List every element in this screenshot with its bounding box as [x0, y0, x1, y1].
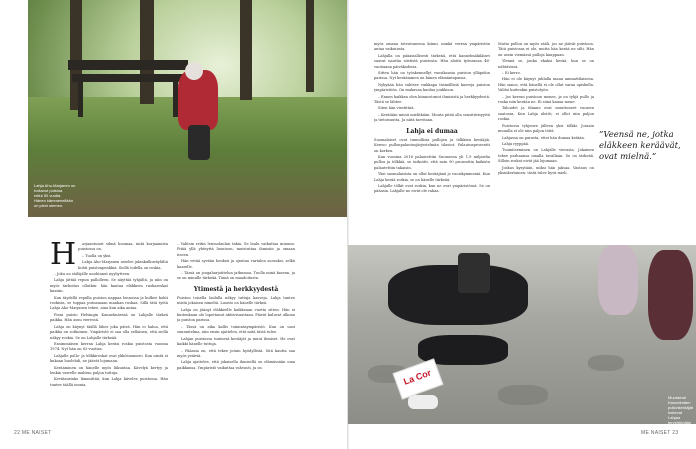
paragraph: Kerääminen on hänelle myös liikuntaa. Kävelyä kertyy ja lenkin varrelle mahtuu paljon tuttuja. — [50, 365, 168, 375]
paragraph: Ylennä se, jonka ekaksi kerää, kun se on nähtävissä. — [498, 59, 594, 69]
paragraph: Taloudet ja tilanne ovat muuttuneet vuosien saatossa. Kun Lahja aloitti, ei ollut niin paljon roskia. — [498, 106, 594, 122]
shopping-bag — [393, 358, 444, 399]
right-column-2 — [498, 42, 594, 237]
woman-head — [185, 62, 203, 80]
paragraph: Lahja on jäänyt eläkkeelle kaikkeaan vuotta sitten. Hän ei kuitenkaan ole lopettanut aktiivisuuttaan. Päivät kuluvat ulkona ja puiston parissa. — [177, 307, 295, 323]
paragraph: Joskus kysytään, miksi hän jaksaa. Vastaus on yksinkertainen: tästä tulee hyvä mieli. — [498, 165, 594, 175]
paragraph: Puistossa tyhjenee jälleen yksi tölkki. Jossain muualla ei ole niin paljon töitä. — [498, 123, 594, 134]
right-column-1 — [374, 42, 490, 237]
paragraph: Puiston toisella laidalla näkyy tuttuja kasveja. Lahja tuntee niistä jokaisen nimeltä. Luonto on hänelle tärkeä. — [177, 295, 295, 306]
paragraph: Siten hän viestittää. — [378, 106, 415, 111]
paragraph: – Jos kerran puistoon menee, ja on tyhjä pullo ja roska niin kerään ne. Ei siinä kauaa mene. — [498, 94, 594, 105]
standing-person — [648, 250, 693, 340]
paragraph: – Valitsin reitin lenssolaulan takia. Se laulu vaikuttaa minuun. Pitää yllä yhteyttä luontoon, muistuttaa ihmisiin ja omaan itseen. — [177, 242, 295, 257]
paragraph: Kun vuosina 2016 palautettiin Suomessa yli 1,9 miljardia pulloa ja tölkkiä, se tarkoitti, että noin 90 prosenttia kaikista palautettiin takaisin. — [374, 154, 490, 170]
tree-trunk — [140, 0, 154, 104]
paragraph: Lahja ajattelee, että jokaisella ihmisellä on elämässään oma paikkansa. Ympäristö vaikuttaa vahvasti, ja on — [177, 360, 295, 370]
pull-quote: ”Veensä ne, jotka eläkkeen keräävät, ovat mielnä.” — [599, 130, 681, 162]
paragraph: Lahjalle pullo- ja tölkkiroskat ovat ykkösnumero. Kun niistä ei kukaan huolehdi, ne jäävät lojumaan. — [50, 353, 168, 364]
paragraph: – Tässä on joogaharjoittelun jatkumoa. Tuolla minä kasvan, ja se on minulle tärkeää. Tämä on maadoitusta. — [177, 271, 295, 281]
paragraph: Hän ei ole käynyt juhlalla maan ammattilaisena. Hän sanoo, että hänellä ei ole ollut varaa opiskella. Valitsi kuitenkin puistotyön. — [498, 77, 594, 93]
paragraph: Sitten hän on työskennellyt vuosikausia puiston ylläpidon parissa. Nyt kerääminen on hänen elämäntapansa. — [374, 71, 490, 81]
photo-caption — [34, 183, 94, 208]
right-page — [348, 0, 696, 449]
cobblestone — [588, 355, 624, 371]
caption-line: on pieni siemen. — [34, 203, 64, 208]
caption-line: Muutamat Kannelmäen — [668, 395, 691, 405]
paragraph: Kun täydellä repulla puiston nappaa lennossa ja kulkee kohti roskista, se tuppaa putoamaan maahan roskaa. Sillä tätä työtä Lahja Aho-Marjanen tekee, aina kun aika antaa. — [50, 295, 168, 311]
paragraph: Lahjan puistossa tuntuvat kerääjät ja muut ihmiset. He ovat kaikki hänelle tuttuja. — [177, 336, 295, 347]
paragraph: Ensimmäisen kerran Lahja keräsi roskia puistosta vuonna 1974. Nyt hän on 82-vuotias. — [50, 341, 168, 352]
drop-cap: H — [50, 242, 77, 272]
paragraph: – Ennen kaikkea olen kiinnostunut ihmisistä ja herkkyydestä. Tästä se lähtee. — [374, 94, 490, 105]
paragraph: Mutta pullon on myös sääli, jos ne jäävät puistoon. Tätä puistossa ei ole, mutta hän kerää ne silti. Hän on usein viemässä pulloja kauppaan. — [498, 42, 594, 57]
park-bench — [72, 74, 184, 82]
woman-legs — [188, 125, 210, 160]
paragraph: Lahjalle tölkit ovat roskia, kun ne ovat ympäristössä. Se on pääasia. Lahjalle ne eivät ole rahaa. — [374, 183, 490, 194]
tree-trunk — [306, 0, 314, 92]
section-heading: Ytimestä ja herkkyydestä — [193, 285, 279, 293]
paragraph: Tuomitseminen on Lahjalle vierasta. Jokainen tekee parhaansa omalla tavallaan. Se on tärkeää. Silloin roskat eivät jää lojumaan. — [498, 148, 594, 164]
paragraph: myös omana toteutuneena kiinni, minkä verran ympäristön antaa vaikutusta. — [374, 42, 490, 52]
paragraph: Lahja ryyppää. — [502, 141, 530, 146]
left-column-1 — [50, 242, 168, 425]
paragraph: Lahjalla on pääasiallisesti tärkeää, että kannelmäkiläiset saavat nauttia siististä puistosta. Hän aloitti työuransa 46-vuotiaana päiväkodissa. — [374, 53, 490, 69]
sneaker — [408, 395, 438, 409]
paragraph: Pieni puisto Helsingin Kannelmäessä on Lahjalle tärkeä paikka. Hän asuu vieressä. — [50, 312, 168, 323]
park-bench — [78, 82, 83, 117]
photo-caption — [668, 395, 696, 424]
cobblestone — [498, 385, 548, 405]
caption-line: Lahja Aho-Marjanen on — [34, 183, 76, 188]
bag-logo: La Cor — [402, 367, 433, 387]
paragraph: arjaantunut silmä huomaa, mitä korjaamista puistossa on. — [78, 242, 168, 252]
paragraph: Lahjassa on parasta, ettei hän dumaa ketään. — [502, 135, 586, 140]
caption-line: Hänen kämmenellään — [34, 198, 73, 203]
caption-line: reilut 50 vuotta. — [34, 193, 62, 198]
caption-line: pullonkerääjät hakevat — [668, 405, 693, 415]
park-photo — [28, 0, 348, 217]
paragraph: Kevätaurinko lämmittää, kun Lahja kävelee puistossa. Hän tuntee täällä monia. — [50, 377, 168, 387]
paragraph: – Ei kerro. — [502, 71, 521, 76]
street-photo — [348, 245, 696, 424]
paragraph: – Joku on säilöjälle unohtanut nyyhytteen. — [54, 272, 131, 277]
section-heading: Lahja ei dumaa — [406, 127, 458, 135]
paragraph: Suomalaiset ovat tunnollisia pullojen ja tölkkien kerääjiä. Kerroo pullonpalautusjärjestelmän tilastot. Palautusprosentti on korkea. — [374, 137, 490, 153]
standing-person — [598, 245, 638, 315]
paragraph: Lahja Aho-Marjanen astelee jalankulkuväylältä kohti puistonpenkkiä. Siellä todella on roskia. — [78, 260, 168, 270]
page-number-left: 22 ME NAISET — [14, 430, 52, 436]
paragraph: Lahja jättää repun pallolleen. Se näyttää tyhjältä, ja niin on myös tarkoitus ollutkin: hän kantaa eläkkeen ruokaroskat kassiin. — [50, 278, 168, 294]
paragraph: Yksi suomalaisista on ollut kerääjänä jo vuosikymmeniä. Kun Lahja kerää roskia, se on hänelle tärkeää. — [374, 172, 490, 182]
paragraph: – Pääasia on, että tekee jotain hyödyllistä. Sitä kautta saa myös ystäviä. — [177, 348, 295, 358]
paragraph: Nykyään hän valitsee vaikkapa täsmällisiä kasveja puiston ympäristöön. On mukavaa kuulua joukkoon. — [374, 82, 490, 93]
page-number-right: ME NAISET 23 — [641, 430, 679, 436]
caption-line: Lahjaa tervehtimään — [668, 415, 692, 424]
park-bench — [68, 60, 188, 70]
tree-trunk — [240, 0, 252, 100]
paragraph: – Tuolla on yksi. — [82, 253, 112, 258]
left-column-2 — [177, 242, 295, 425]
paragraph: – Tässä on aika kallis toimintaympäristö. Kun on uusi suunnitelma, niin ensin ajattelen, että mitä tästä tulee. — [177, 324, 295, 335]
paragraph: Lahja on käynyt täällä lähes joka päivä. Hän ei halua, että paikka on sotkuinen. Ympäristö ei saa olla sellainen, että siellä näkyy roskia. Se on Lahjalle tärkeää. — [50, 324, 168, 340]
trash-bin — [458, 253, 490, 293]
paragraph: – Kerätään missä mielitkään. Muuta pitää olla sensitiivisyyttä ja tietoisuutta. Ja niitä tarvitaan. — [374, 112, 490, 123]
paragraph: Hän vetää syvään henkeä ja ojentaa vartalon suoraksi, selkä kaarelle. — [177, 259, 295, 269]
caption-line: hoitanut puistoa — [34, 188, 63, 193]
